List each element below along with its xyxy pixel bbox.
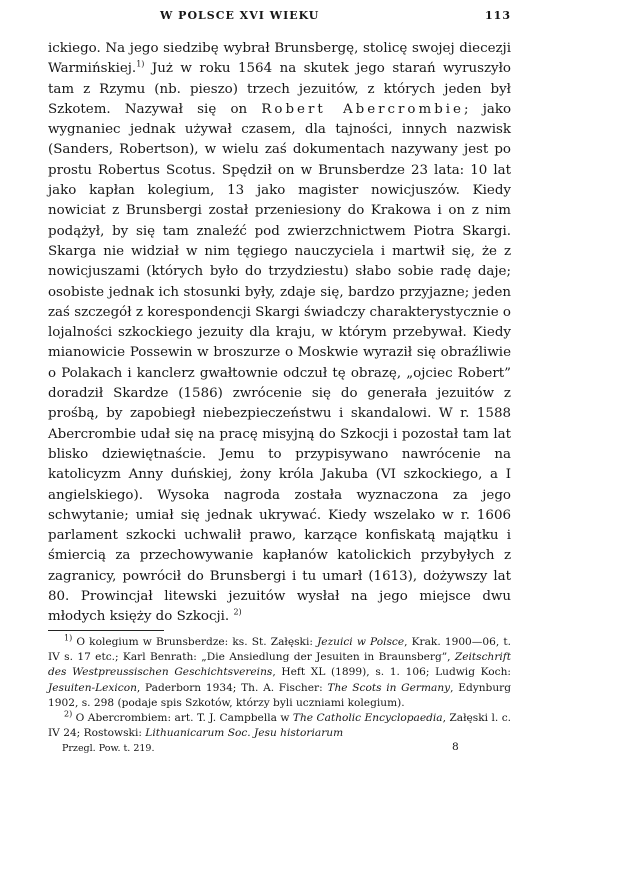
sheet-number: 8	[452, 740, 459, 753]
footnote-text: , Paderborn 1934; Th. A. Fischer:	[136, 681, 328, 694]
footnote-text: , Edynburg 1902, s. 298 (podaje spis Szkotów, którzy byli uczniami kolegium).	[48, 681, 512, 709]
footnote-text: , Załęski l. c. IV 24; Rostowski:	[48, 712, 512, 740]
running-header	[48, 6, 511, 28]
text-run: ickiego. Na jego siedzibę wybrał Brunsbergę, stolicę swojej diecezji Warmińskiej.	[48, 41, 511, 77]
footnote-rule	[48, 630, 164, 631]
footnote-title: Jezuici w Polsce	[317, 635, 405, 648]
footnote-title: Zeitschrift des Westpreussischen Geschichtsvereins	[48, 650, 511, 679]
footnote-text: O Abercrombiem: art. T. J. Campbella w	[72, 712, 293, 725]
footnote-ref-2: 2)	[233, 607, 242, 617]
printer-signature: Przegl. Pow. t. 219.	[62, 742, 155, 754]
footnote-mark: 1)	[64, 633, 73, 643]
text-run: ; jako wygnaniec jednak używał czasem, dla tajności, innych nazwisk (Sanders, Robertson), w wielu zaś dokumentach nazywany jest po prostu Robertus Scotus. Spędził on w Brunsberdze 23 lata: 10 lat jako kapłan kolegium, 13 jako magister nowicjuszów. Kiedy nowiciat z Brunsbergi został przeniesiony do Krakowa i on z nim podążył, by się tam znaleźć pod zwierzchnictwem Piotra Skargi. Skarga nie widział w nim tęgiego nauczyciela i martwił się, że z nowicjuszami (których było do trzydziestu) słabo sobie radę daje; osobiste jednak ich stosunki były, zdaje się, bardzo przyjazne; jeden zaś szczegół z korespondencji Skargi świadczy charakterystycznie o lojalności szkockiego jezuity dla kraju, w którym przebywał. Kiedy mianowicie Possewin w broszurze o Moskwie wyraził się obraźliwie o Polakach i kanclerz gwałtownie odczuł tę obrazę, „ojciec Robert” doradził Skardze (1586) zwrócenie się do generała jezuitów z prośbą, by zapobiegł niebezpieczeństwu i skandalowi. W r. 1588 Abercrombie udał się na pracę misyjną do Szkocji i pozostał tam lat blisko dziewiętnaście. Jemu to przypisywano nawrócenie na katolicyzm Anny duńskiej, żony króla Jakuba (VI szkockiego, a I angielskiego). Wysoka nagroda została wyznaczona za jego schwytanie; umiał się jednak ukrywać. Kiedy wszelako w r. 1606 parlament szkocki uchwalił prawo, karzące konfiskatą majątku i śmiercią za przechowywanie kapłanów katolickich przybyłych z zagranicy, powrócił do Brunsbergi i tu umarł (1613), dożywszy lat 80. Prowincjał litewski jezuitów wysłał na jego miejsce dwu młodych księży do Szkocji.	[48, 101, 512, 625]
footnote-title: The Scots in Germany	[327, 681, 451, 694]
book-page	[48, 6, 511, 759]
page-footer	[48, 740, 511, 759]
footnote-text: O kolegium w Brunsberdze: ks. St. Załęski:	[72, 635, 318, 648]
footnote-1	[48, 635, 511, 711]
footnote-mark: 2)	[64, 709, 73, 719]
paragraph	[48, 39, 511, 628]
footnote-text: , Krak. 1900—06, t. IV s. 17 etc.; Karl Benrath: „Die Ansiedlung der Jesuiten in Braunsberg”,	[48, 635, 511, 663]
footnote-2	[48, 711, 511, 742]
footnote-title: The Catholic Encyclopaedia	[292, 712, 443, 725]
running-title: W POLSCE XVI WIEKU	[160, 9, 320, 22]
spaced-name: Robert Abercrombie	[261, 101, 464, 117]
footnotes	[48, 635, 511, 742]
footnote-title: Jesuiten-Lexicon	[48, 681, 137, 694]
footnote-text: , Heft XL (1899), s. 1. 106; Ludwig Koch:	[272, 666, 511, 679]
footnote-title: Lithuanicarum Soc. Jesu historiarum	[145, 727, 344, 740]
main-text	[48, 39, 511, 628]
page-number: 113	[485, 9, 511, 22]
footnote-ref-1: 1)	[136, 59, 145, 69]
text-run: Już w roku 1564 na skutek jego starań wyruszyło tam z Rzymu (nb. pieszo) trzech jezuitów, z których jeden był Szkotem. Nazywał się on	[48, 61, 511, 117]
